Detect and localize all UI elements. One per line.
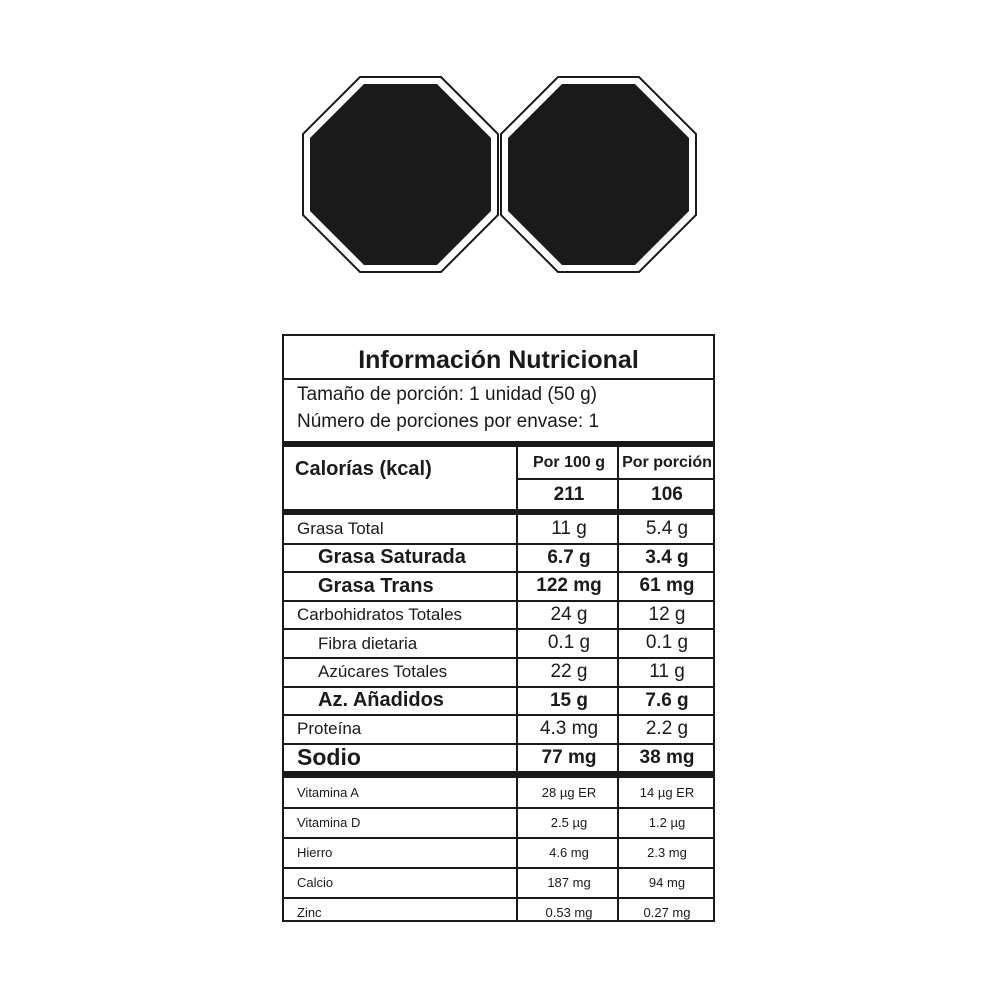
nutrient-per-serving: 2.2 g <box>645 718 689 740</box>
divider <box>284 543 715 545</box>
micronutrient-name: Zinc <box>297 905 322 921</box>
nutrient-per-serving: 5.4 g <box>645 517 689 539</box>
column-divider <box>617 447 619 922</box>
warning-seal-saturated-fats <box>500 76 697 273</box>
column-header-per-serving: Por porción <box>622 454 712 471</box>
divider <box>284 714 715 716</box>
thick-divider <box>284 441 713 447</box>
divider <box>284 867 715 869</box>
micronutrient-name: Hierro <box>297 845 333 861</box>
nutrient-name: Az. Añadidos <box>318 688 444 711</box>
micronutrient-name: Calcio <box>297 875 334 891</box>
nutrient-per-100g: 77 mg <box>541 746 597 768</box>
divider <box>284 897 715 899</box>
micronutrient-name: Vitamina D <box>297 815 361 831</box>
divider <box>284 807 715 809</box>
nutrient-name: Proteína <box>297 719 362 739</box>
column-divider <box>516 447 518 922</box>
nutrient-name: Grasa Trans <box>318 574 434 597</box>
nutrient-per-100g: 11 g <box>551 517 587 539</box>
servings-per-container: Número de porciones por envase: 1 <box>297 411 600 432</box>
divider <box>284 628 715 630</box>
nutrient-name: Grasa Total <box>297 519 384 539</box>
nutrition-facts-table <box>282 334 715 922</box>
nutrient-per-serving: 0.1 g <box>645 632 689 654</box>
calories-label: Calorías (kcal) <box>295 458 432 480</box>
nutrient-name: Fibra dietaria <box>318 633 418 653</box>
nutrient-per-100g: 15 g <box>549 689 589 711</box>
seal-footer: MINSALUD <box>362 235 439 251</box>
nutrient-per-100g: 4.3 mg <box>539 718 599 740</box>
nutrient-per-100g: 0.1 g <box>547 632 591 654</box>
nutrient-name: Carbohidratos Totales <box>297 604 463 624</box>
nutrient-per-100g: 122 mg <box>536 575 602 597</box>
nutrient-per-serving: 7.6 g <box>645 689 689 711</box>
micronutrient-per-100g: 4.6 mg <box>549 845 589 861</box>
divider <box>284 378 713 380</box>
micronutrient-name: Vitamina A <box>297 785 359 801</box>
divider <box>284 686 715 688</box>
nutrient-per-serving: 38 mg <box>639 746 695 768</box>
nutrient-per-100g: 22 g <box>550 660 588 682</box>
divider <box>284 771 715 778</box>
seal-line: SATURADAS <box>522 189 675 217</box>
nutrient-name: Sodio <box>297 744 361 771</box>
micronutrient-per-100g: 2.5 µg <box>550 815 588 831</box>
seal-line: EXCESO EN <box>329 148 472 175</box>
nutrient-name: Grasa Saturada <box>318 545 466 568</box>
nutrient-per-100g: 24 g <box>550 603 588 625</box>
serving-size: Tamaño de porción: 1 unidad (50 g) <box>297 384 597 405</box>
nutrient-per-serving: 61 mg <box>639 575 695 597</box>
micronutrient-per-serving: 1.2 µg <box>648 815 686 831</box>
seal-line: AZÚCARES <box>331 177 470 205</box>
micronutrient-per-100g: 28 µg ER <box>541 785 597 801</box>
nutrient-per-serving: 12 g <box>648 603 686 625</box>
nutrient-name: Azúcares Totales <box>318 662 448 682</box>
divider <box>284 571 715 573</box>
divider <box>284 600 715 602</box>
warning-seal-sugars <box>302 76 499 273</box>
nutrient-per-100g: 6.7 g <box>547 546 591 568</box>
thick-divider <box>284 509 713 515</box>
divider <box>284 837 715 839</box>
nutrient-per-serving: 3.4 g <box>645 546 689 568</box>
calories-per-100g: 211 <box>553 484 585 505</box>
divider <box>284 657 715 659</box>
micronutrient-per-serving: 14 µg ER <box>639 785 695 801</box>
micronutrient-per-serving: 94 mg <box>648 875 686 891</box>
calories-per-serving: 106 <box>651 484 683 505</box>
micronutrient-per-serving: 2.3 mg <box>647 845 687 861</box>
micronutrient-per-serving: 0.27 mg <box>643 905 691 921</box>
seal-line: GRASAS <box>545 160 652 188</box>
micronutrient-per-100g: 0.53 mg <box>545 905 593 921</box>
seal-line: EXCESO EN <box>527 131 670 158</box>
seal-footer: MINSALUD <box>560 235 637 251</box>
table-title: Información Nutricional <box>358 346 639 374</box>
column-header-per-100g: Por 100 g <box>532 454 606 471</box>
micronutrient-per-100g: 187 mg <box>547 875 591 891</box>
nutrient-per-serving: 11 g <box>649 660 685 682</box>
